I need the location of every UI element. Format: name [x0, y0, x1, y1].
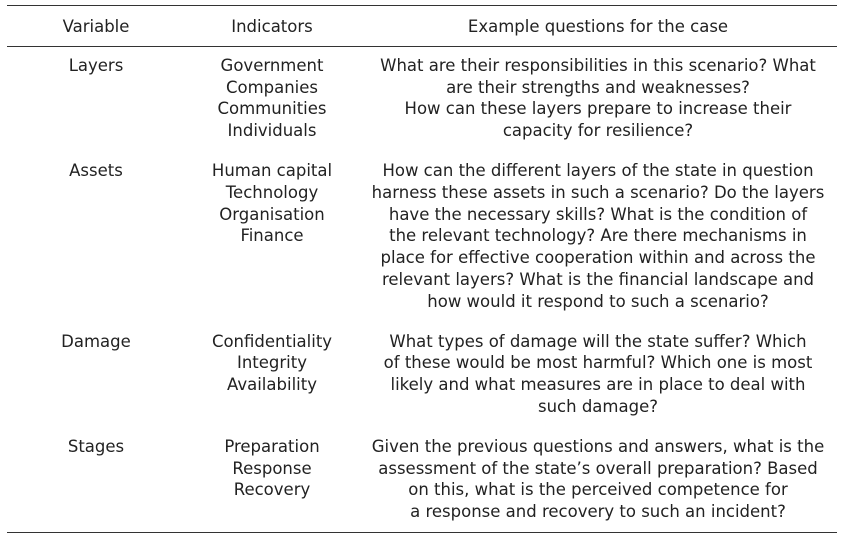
- variable-cell: Stages: [67, 436, 125, 456]
- variable-cell: Assets: [69, 160, 123, 180]
- question-line: harness these assets in such a scenario? Do the layers: [371, 182, 825, 202]
- question-line: likely and what measures are in place to deal with: [390, 375, 806, 395]
- header-indicators: Indicators: [185, 6, 359, 47]
- indicator-item: Response: [232, 458, 312, 478]
- indicator-item: Confidentiality: [211, 331, 333, 351]
- header-row: [7, 6, 837, 47]
- questions-cell: [359, 427, 837, 533]
- question-line: How can the different layers of the state in question: [382, 160, 814, 180]
- indicator-item: Finance: [240, 226, 304, 246]
- question-line: What are their responsibilities in this scenario? What: [380, 55, 816, 75]
- questions-cell: [359, 46, 837, 151]
- variable-cell: Layers: [68, 55, 124, 75]
- indicator-item: Integrity: [236, 353, 308, 373]
- question-line: What types of damage will the state suffer? Which: [389, 331, 807, 351]
- question-line: have the necessary skills? What is the condition of: [388, 204, 808, 224]
- indicator-item: Availability: [227, 375, 317, 395]
- question-line: how would it respond to such a scenario?: [427, 291, 769, 311]
- indicator-item: Organisation: [219, 204, 325, 224]
- indicator-item: Preparation: [224, 436, 320, 456]
- indicator-item: Individuals: [227, 121, 317, 141]
- table-row-layers: [7, 46, 837, 151]
- question-line: are their strengths and weaknesses?: [446, 77, 750, 97]
- header-variable: Variable: [7, 6, 185, 47]
- question-line: a response and recovery to such an incident?: [410, 502, 786, 522]
- question-line: on this, what is the perceived competence for: [408, 480, 788, 500]
- indicators-cell: [185, 151, 359, 322]
- indicator-item: Recovery: [233, 480, 311, 500]
- header-example-questions: Example questions for the case: [359, 6, 837, 47]
- indicators-cell: [185, 427, 359, 533]
- resilience-framework-table: [7, 5, 837, 533]
- indicators-cell: [185, 322, 359, 427]
- table-row-damage: [7, 322, 837, 427]
- question-line: the relevant technology? Are there mechanisms in: [389, 226, 807, 246]
- table-body: [7, 46, 837, 532]
- indicators-cell: [185, 46, 359, 151]
- table-row-assets: [7, 151, 837, 322]
- indicator-item: Communities: [217, 99, 327, 119]
- question-line: such damage?: [538, 396, 658, 416]
- question-line: place for effective cooperation within and across the: [380, 248, 816, 268]
- question-line: assessment of the state’s overall preparation? Based: [378, 458, 818, 478]
- question-line: Given the previous questions and answers, what is the: [371, 436, 825, 456]
- question-line: relevant layers? What is the financial landscape and: [381, 269, 815, 289]
- indicator-item: Human capital: [211, 160, 333, 180]
- question-line: How can these layers prepare to increase their: [404, 99, 792, 119]
- question-line: capacity for resilience?: [502, 121, 694, 141]
- indicator-item: Government: [220, 55, 324, 75]
- questions-cell: [359, 151, 837, 322]
- questions-cell: [359, 322, 837, 427]
- indicator-item: Technology: [225, 182, 319, 202]
- variable-cell: Damage: [61, 331, 131, 351]
- table-header: [7, 6, 837, 47]
- indicator-item: Companies: [225, 77, 319, 97]
- question-line: of these would be most harmful? Which one is most: [383, 353, 813, 373]
- table-row-stages: [7, 427, 837, 533]
